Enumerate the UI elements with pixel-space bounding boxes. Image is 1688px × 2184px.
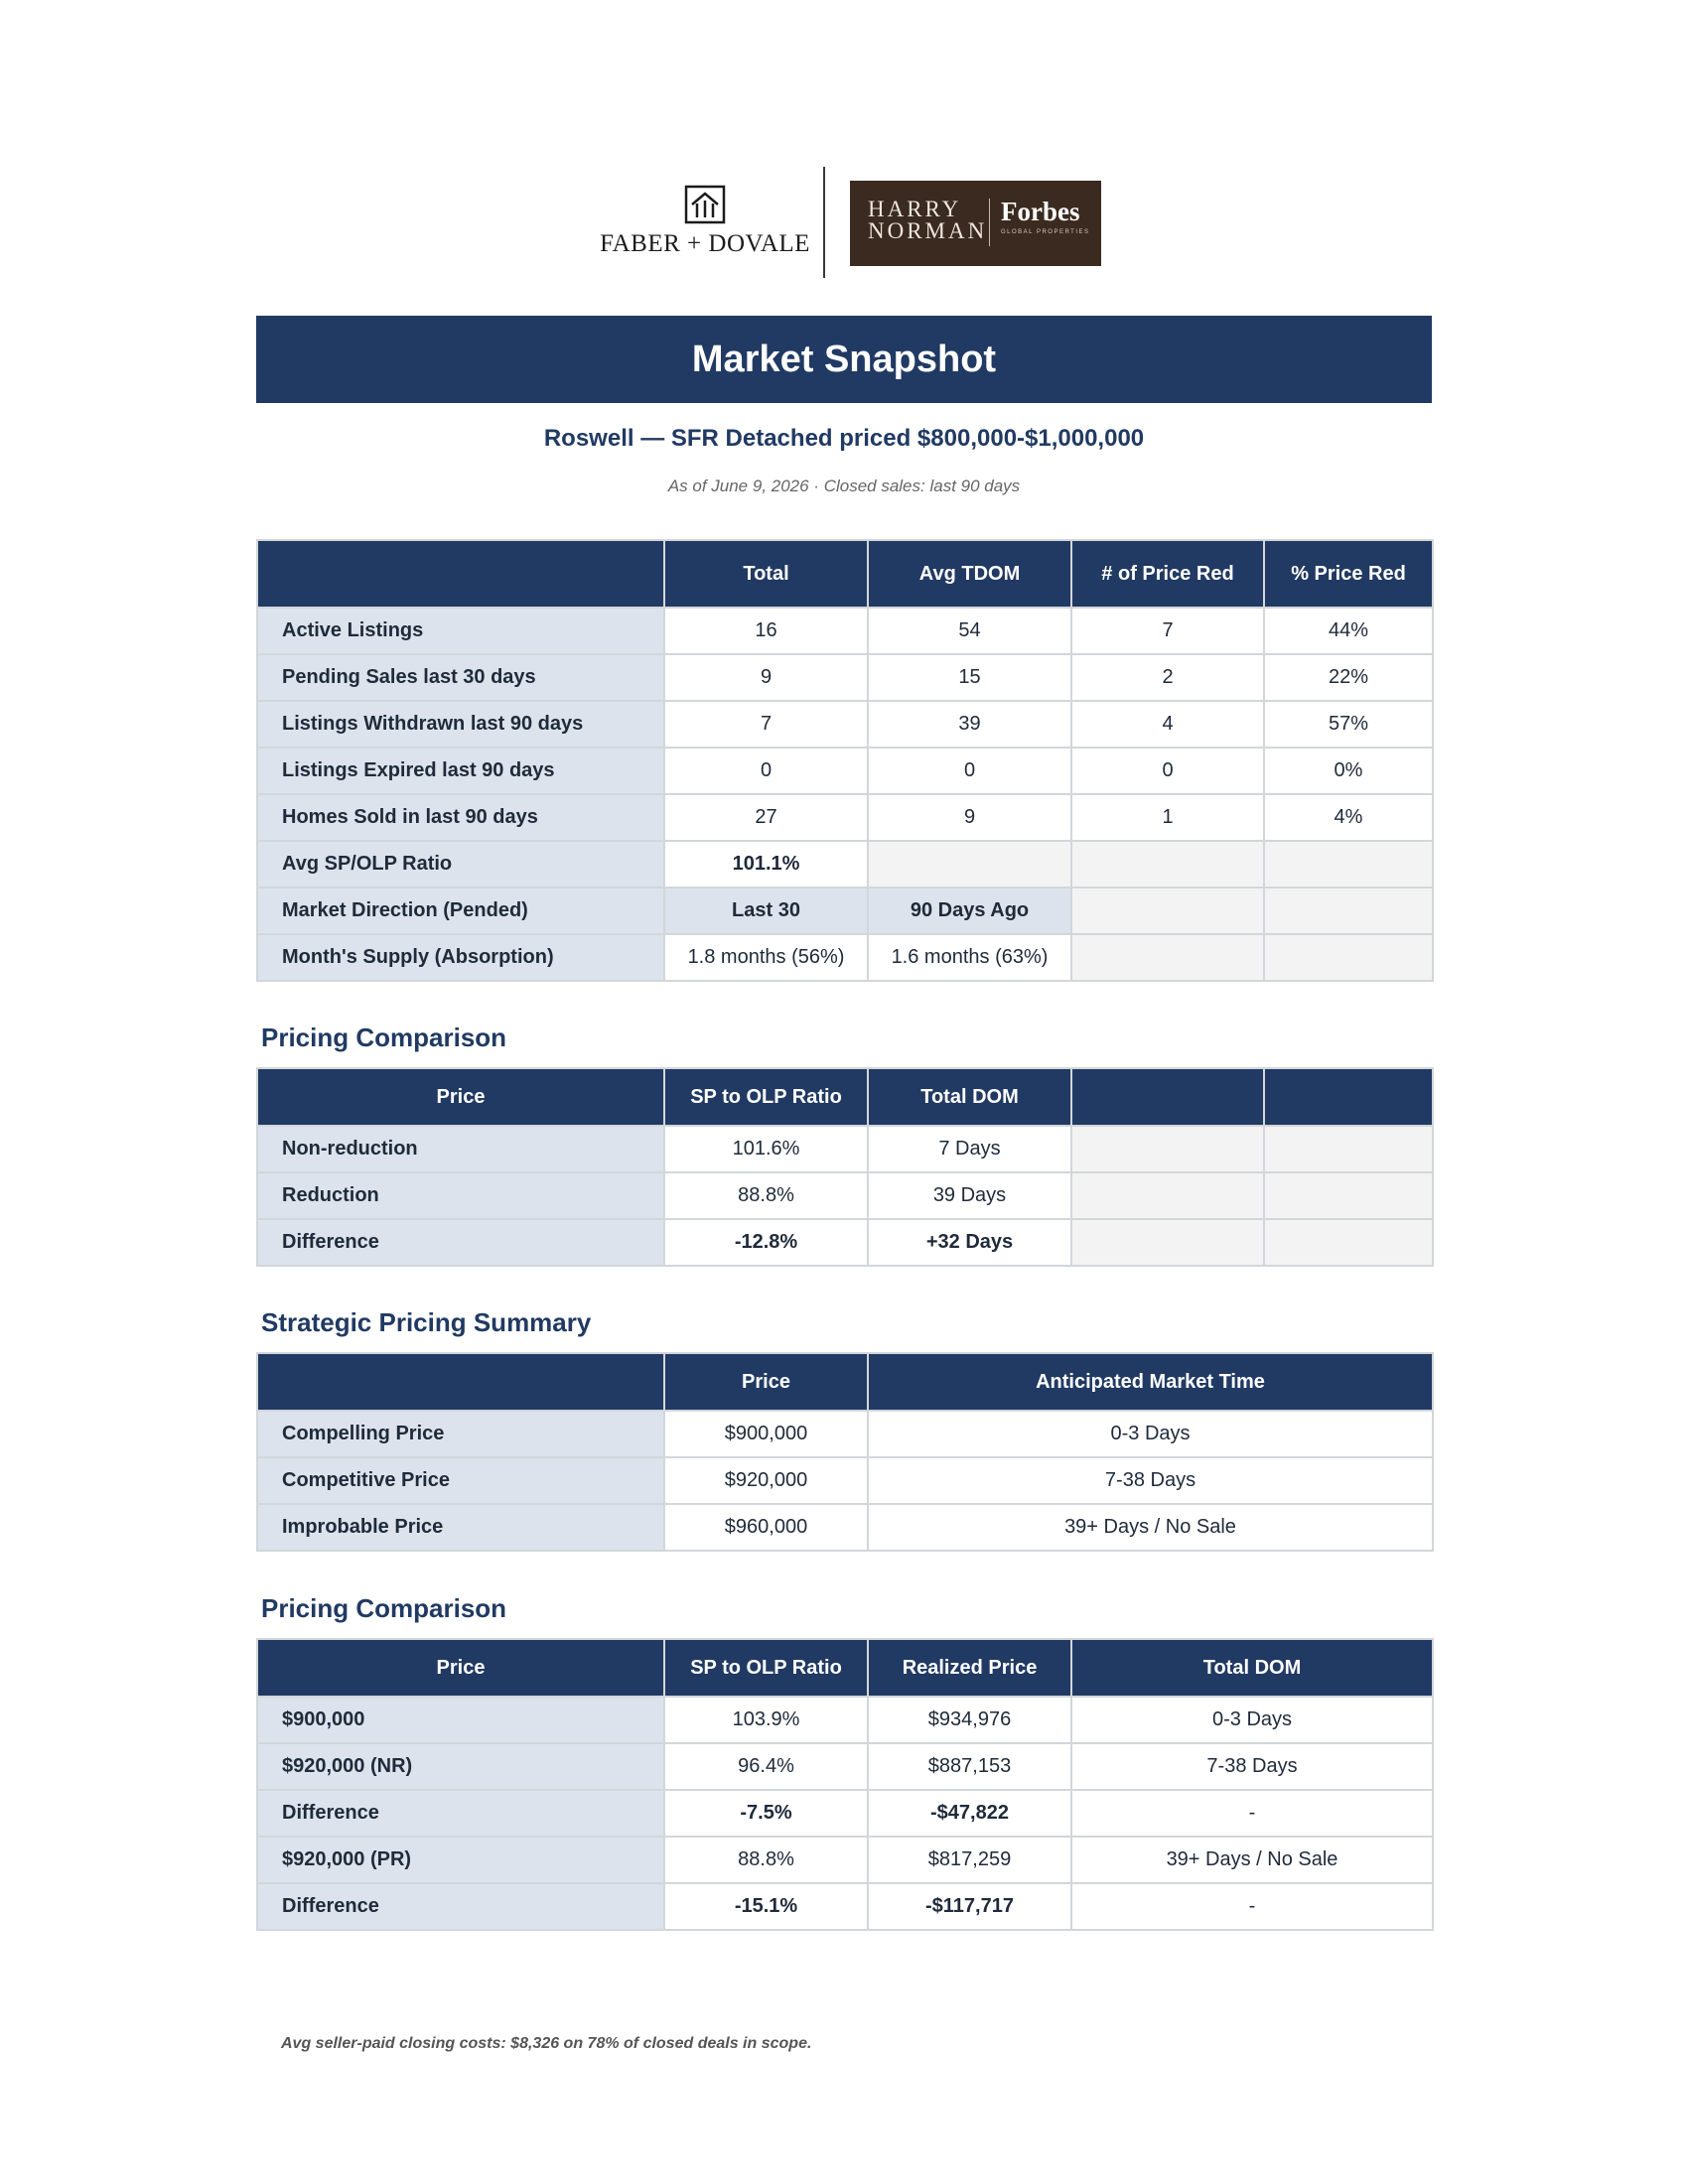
cell-pct-price-red: 22% bbox=[1264, 654, 1433, 701]
table-row bbox=[257, 1790, 1433, 1837]
table-row bbox=[257, 701, 1433, 748]
header-cell: SP to OLP Ratio bbox=[664, 1639, 868, 1697]
cell-dom: 7-38 Days bbox=[1071, 1743, 1433, 1790]
cell-ratio: 88.8% bbox=[664, 1172, 868, 1219]
months-supply-last-30: 1.8 months (56%) bbox=[664, 934, 868, 981]
header-cell: Total DOM bbox=[868, 1068, 1071, 1126]
row-label: Reduction bbox=[257, 1172, 664, 1219]
table-header-row bbox=[257, 1353, 1433, 1411]
row-label: $900,000 bbox=[257, 1697, 664, 1743]
harry-norman-line2: NORMAN bbox=[868, 218, 988, 243]
cell-total: 16 bbox=[664, 608, 868, 654]
cell-dom: 39+ Days / No Sale bbox=[1071, 1837, 1433, 1883]
row-label: Non-reduction bbox=[257, 1126, 664, 1172]
page-title: Market Snapshot bbox=[691, 338, 997, 380]
table-row bbox=[257, 1172, 1433, 1219]
cell-price: $960,000 bbox=[664, 1504, 868, 1551]
avg-sp-olp-value: 101.1% bbox=[664, 841, 868, 887]
row-label: Improbable Price bbox=[257, 1504, 664, 1551]
harry-norman-wordmark bbox=[868, 199, 987, 242]
forbes-name: Forbes bbox=[1001, 197, 1080, 226]
cell-ratio: 103.9% bbox=[664, 1697, 868, 1743]
blank-cell bbox=[1264, 1219, 1433, 1266]
row-label: Active Listings bbox=[257, 608, 664, 654]
table-row bbox=[257, 654, 1433, 701]
cell-dom: - bbox=[1071, 1790, 1433, 1837]
row-label: Market Direction (Pended) bbox=[257, 887, 664, 934]
logo-area bbox=[0, 159, 1688, 288]
cell-num-price-red: 1 bbox=[1071, 794, 1264, 841]
section-title: Pricing Comparison bbox=[261, 1023, 507, 1052]
table-header-row bbox=[257, 1639, 1433, 1697]
table-row bbox=[257, 1743, 1433, 1790]
cell-dom: 0-3 Days bbox=[1071, 1697, 1433, 1743]
as-of-date: As of June 9, 2026 · Closed sales: last 90 days bbox=[667, 477, 1021, 495]
row-label: Month's Supply (Absorption) bbox=[257, 934, 664, 981]
forbes-tagline: GLOBAL PROPERTIES bbox=[1001, 229, 1090, 235]
header-cell: SP to OLP Ratio bbox=[664, 1068, 868, 1126]
row-label: Homes Sold in last 90 days bbox=[257, 794, 664, 841]
blank-cell bbox=[1264, 1126, 1433, 1172]
cell-ratio: -12.8% bbox=[664, 1219, 868, 1266]
table-row bbox=[257, 1411, 1433, 1457]
market-stats-table bbox=[256, 539, 1434, 982]
faber-dovale-logo bbox=[596, 183, 814, 258]
forbes-wordmark bbox=[1001, 197, 1090, 235]
cell-dom: 7 Days bbox=[868, 1126, 1071, 1172]
cell-pct-price-red: 57% bbox=[1264, 701, 1433, 748]
table-header-row bbox=[257, 540, 1433, 608]
row-label: Listings Expired last 90 days bbox=[257, 748, 664, 794]
cell-market-time: 7-38 Days bbox=[868, 1457, 1433, 1504]
cell-num-price-red: 2 bbox=[1071, 654, 1264, 701]
cell-avg-tdom: 9 bbox=[868, 794, 1071, 841]
strategic-pricing-table bbox=[256, 1352, 1434, 1552]
cell-avg-tdom: 15 bbox=[868, 654, 1071, 701]
pricing-comparison-table bbox=[256, 1067, 1434, 1267]
table-row bbox=[257, 1457, 1433, 1504]
section-title: Pricing Comparison bbox=[261, 1593, 507, 1623]
table-row bbox=[257, 748, 1433, 794]
row-label: $920,000 (PR) bbox=[257, 1837, 664, 1883]
harry-norman-separator bbox=[989, 199, 990, 246]
cell-num-price-red: 7 bbox=[1071, 608, 1264, 654]
faber-dovale-name: FABER + DOVALE bbox=[600, 230, 810, 257]
header-cell: % Price Red bbox=[1264, 540, 1433, 608]
header-cell: Price bbox=[257, 1068, 664, 1126]
table-row bbox=[257, 1126, 1433, 1172]
header-cell: Price bbox=[664, 1353, 868, 1411]
cell-total: 27 bbox=[664, 794, 868, 841]
blank-cell bbox=[1071, 887, 1264, 934]
table-row bbox=[257, 608, 1433, 654]
header-cell: Anticipated Market Time bbox=[868, 1353, 1433, 1411]
cell-avg-tdom: 54 bbox=[868, 608, 1071, 654]
table-row bbox=[257, 1883, 1433, 1930]
header-cell: # of Price Red bbox=[1071, 540, 1264, 608]
market-direction-last-30: Last 30 bbox=[664, 887, 868, 934]
cell-total: 9 bbox=[664, 654, 868, 701]
cell-market-time: 39+ Days / No Sale bbox=[868, 1504, 1433, 1551]
blank-cell bbox=[1264, 887, 1433, 934]
row-label: Listings Withdrawn last 90 days bbox=[257, 701, 664, 748]
blank-cell bbox=[1071, 841, 1264, 887]
blank-cell bbox=[868, 841, 1071, 887]
cell-ratio: 101.6% bbox=[664, 1126, 868, 1172]
cell-ratio: -7.5% bbox=[664, 1790, 868, 1837]
blank-cell bbox=[1264, 934, 1433, 981]
table-row bbox=[257, 1837, 1433, 1883]
cell-pct-price-red: 0% bbox=[1264, 748, 1433, 794]
cell-ratio: 88.8% bbox=[664, 1837, 868, 1883]
cell-realized-price: $887,153 bbox=[868, 1743, 1071, 1790]
table-row bbox=[257, 1219, 1433, 1266]
table-header-row bbox=[257, 1068, 1433, 1126]
cell-total: 7 bbox=[664, 701, 868, 748]
table-row bbox=[257, 1697, 1433, 1743]
cell-price: $920,000 bbox=[664, 1457, 868, 1504]
page-subtitle: Roswell — SFR Detached priced $800,000-$1,000,000 bbox=[543, 425, 1145, 452]
blank-cell bbox=[1264, 841, 1433, 887]
row-label: Difference bbox=[257, 1219, 664, 1266]
header-cell: Total bbox=[664, 540, 868, 608]
blank-cell bbox=[1264, 1172, 1433, 1219]
cell-pct-price-red: 4% bbox=[1264, 794, 1433, 841]
cell-realized-price: $817,259 bbox=[868, 1837, 1071, 1883]
house-icon bbox=[682, 183, 728, 226]
footer-note: Avg seller-paid closing costs: $8,326 on 78% of closed deals in scope. bbox=[281, 2035, 812, 2052]
row-label: Avg SP/OLP Ratio bbox=[257, 841, 664, 887]
cell-num-price-red: 0 bbox=[1071, 748, 1264, 794]
section-title: Strategic Pricing Summary bbox=[261, 1307, 592, 1337]
cell-num-price-red: 4 bbox=[1071, 701, 1264, 748]
table-row bbox=[257, 841, 1433, 887]
cell-pct-price-red: 44% bbox=[1264, 608, 1433, 654]
blank-cell bbox=[1071, 934, 1264, 981]
cell-dom: - bbox=[1071, 1883, 1433, 1930]
cell-market-time: 0-3 Days bbox=[868, 1411, 1433, 1457]
row-label: Difference bbox=[257, 1790, 664, 1837]
logo-divider bbox=[823, 167, 825, 278]
header-cell: Total DOM bbox=[1071, 1639, 1433, 1697]
market-direction-90-days: 90 Days Ago bbox=[868, 887, 1071, 934]
header-cell: Avg TDOM bbox=[868, 540, 1071, 608]
blank-cell bbox=[1071, 1219, 1264, 1266]
row-label: Compelling Price bbox=[257, 1411, 664, 1457]
pricing-comparison-detail-table bbox=[256, 1638, 1434, 1931]
header-cell: Price bbox=[257, 1639, 664, 1697]
table-row bbox=[257, 887, 1433, 934]
row-label: Pending Sales last 30 days bbox=[257, 654, 664, 701]
cell-dom: +32 Days bbox=[868, 1219, 1071, 1266]
header-cell: Realized Price bbox=[868, 1639, 1071, 1697]
harry-norman-line1: HARRY bbox=[868, 197, 962, 221]
header-cell bbox=[1264, 1068, 1433, 1126]
blank-cell bbox=[1071, 1172, 1264, 1219]
cell-dom: 39 Days bbox=[868, 1172, 1071, 1219]
row-label: $920,000 (NR) bbox=[257, 1743, 664, 1790]
cell-price: $900,000 bbox=[664, 1411, 868, 1457]
cell-avg-tdom: 39 bbox=[868, 701, 1071, 748]
cell-realized-price: -$47,822 bbox=[868, 1790, 1071, 1837]
header-cell bbox=[1071, 1068, 1264, 1126]
row-label: Competitive Price bbox=[257, 1457, 664, 1504]
cell-realized-price: $934,976 bbox=[868, 1697, 1071, 1743]
table-row bbox=[257, 934, 1433, 981]
header-cell bbox=[257, 1353, 664, 1411]
cell-ratio: -15.1% bbox=[664, 1883, 868, 1930]
table-row bbox=[257, 1504, 1433, 1551]
months-supply-90-days: 1.6 months (63%) bbox=[868, 934, 1071, 981]
cell-avg-tdom: 0 bbox=[868, 748, 1071, 794]
table-row bbox=[257, 794, 1433, 841]
header-cell bbox=[257, 540, 664, 608]
cell-ratio: 96.4% bbox=[664, 1743, 868, 1790]
page-title-banner bbox=[256, 316, 1432, 403]
cell-total: 0 bbox=[664, 748, 868, 794]
cell-realized-price: -$117,717 bbox=[868, 1883, 1071, 1930]
row-label: Difference bbox=[257, 1883, 664, 1930]
harry-norman-logo bbox=[850, 181, 1101, 266]
blank-cell bbox=[1071, 1126, 1264, 1172]
